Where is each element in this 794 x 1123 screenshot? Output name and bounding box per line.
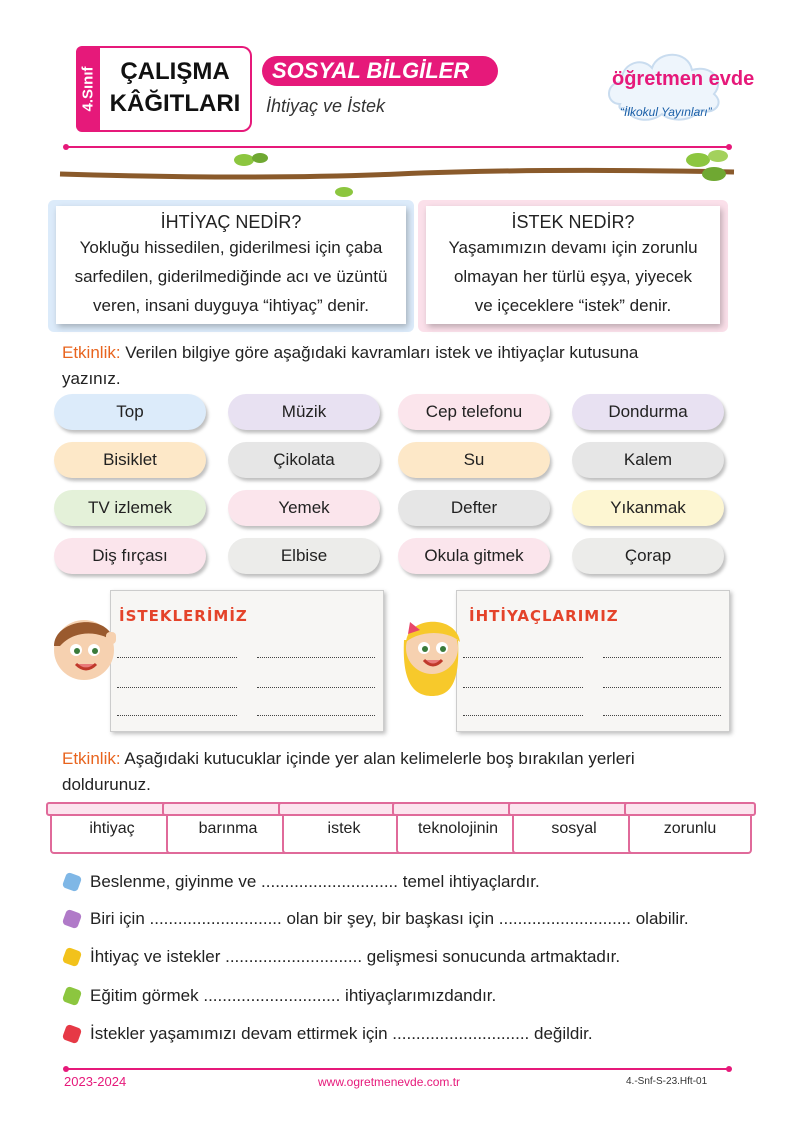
word-label: teknolojinin — [417, 820, 499, 837]
box-lid — [624, 802, 756, 816]
divider-dot — [63, 1066, 69, 1072]
title-line1: ÇALIŞMA — [120, 58, 230, 85]
word-box — [50, 808, 174, 854]
word-box — [166, 808, 290, 854]
want-line: olmayan her türlü eşya, yiyecek — [453, 267, 693, 286]
word-label: barınma — [198, 820, 258, 837]
girl-character-icon — [398, 600, 464, 700]
logo-text: öğretmen evde — [612, 68, 755, 90]
grade-label: 4.Sınıf — [79, 66, 97, 112]
want-line: Yaşamımızın devamı için zorunlu — [448, 238, 698, 257]
footer-code: 4.-Snf-S-23.Hft-01 — [626, 1076, 708, 1087]
box-lid — [162, 802, 294, 816]
activity1-text: Verilen bilgiye göre aşağıdaki kavramları istek ve ihtiyaçlar kutusuna — [120, 343, 639, 362]
footer-year: 2023-2024 — [64, 1074, 127, 1089]
concept-pill[interactable]: Okula gitmek — [398, 538, 550, 574]
concept-pill[interactable]: Diş fırçası — [54, 538, 206, 574]
word-label: istek — [327, 820, 361, 837]
wants-paper — [110, 590, 384, 732]
need-definition-card — [48, 200, 414, 332]
answer-line[interactable] — [603, 715, 721, 716]
branch-illustration — [58, 150, 738, 200]
need-title: İHTİYAÇ NEDİR? — [160, 212, 302, 232]
activity1-instruction — [62, 340, 742, 392]
fill-in-sentence[interactable]: İhtiyaç ve istekler ............................. gelişmesi sonucunda artmaktadır. — [90, 947, 621, 966]
word-label: ihtiyaç — [89, 820, 135, 837]
activity1-text-2: yazınız. — [62, 369, 121, 388]
fill-in-sentence[interactable]: Beslenme, giyinme ve ............................. temel ihtiyaçlardır. — [90, 872, 540, 891]
topic-title: İhtiyaç ve İstek — [266, 96, 386, 116]
concept-pill[interactable]: Müzik — [228, 394, 380, 430]
puzzle-piece-icon — [62, 1024, 83, 1045]
grade-tab — [76, 46, 100, 132]
puzzle-piece-icon — [62, 947, 83, 968]
answer-line[interactable] — [257, 715, 375, 716]
logo-subtitle: “İlkokul Yayınları” — [620, 105, 712, 119]
concept-pill[interactable]: Kalem — [572, 442, 724, 478]
word-label: sosyal — [551, 820, 597, 837]
concept-pill[interactable]: Çikolata — [228, 442, 380, 478]
fill-in-sentence[interactable]: Biri için ............................ olan bir şey, bir başkası için ............................ olabilir. — [90, 909, 689, 928]
needs-title: İHTİYAÇLARIMIZ — [469, 607, 619, 625]
need-line: Yokluğu hissedilen, giderilmesi için çaba — [79, 238, 383, 257]
subject-pill: SOSYAL BİLGİLER — [262, 56, 498, 86]
activity1-label: Etkinlik: — [62, 343, 121, 362]
concept-pill[interactable]: Bisiklet — [54, 442, 206, 478]
need-line: veren, insani duyguya “ihtiyaç” denir. — [93, 296, 369, 315]
answer-line[interactable] — [257, 657, 375, 658]
need-line: sarfedilen, giderilmediğinde acı ve üzüntü — [74, 267, 388, 286]
activity2-instruction — [62, 746, 742, 798]
wants-title: İSTEKLERİMİZ — [119, 607, 248, 625]
want-title: İSTEK NEDİR? — [511, 212, 635, 232]
concept-pill[interactable]: Top — [54, 394, 206, 430]
fill-in-sentence[interactable]: İstekler yaşamımızı devam ettirmek için ............................. değildir. — [90, 1024, 593, 1043]
activity2-text-2: doldurunuz. — [62, 775, 151, 794]
box-lid — [508, 802, 640, 816]
answer-line[interactable] — [117, 687, 237, 688]
concept-pill[interactable]: Su — [398, 442, 550, 478]
want-line: ve içeceklere “istek” denir. — [474, 296, 672, 315]
concept-pill[interactable]: Yemek — [228, 490, 380, 526]
concept-pill[interactable]: Elbise — [228, 538, 380, 574]
puzzle-piece-icon — [62, 872, 83, 893]
header-divider — [66, 146, 730, 148]
answer-line[interactable] — [463, 657, 583, 658]
footer-url[interactable]: www.ogretmenevde.com.tr — [318, 1075, 461, 1089]
word-label: zorunlu — [663, 820, 717, 837]
answer-line[interactable] — [117, 657, 237, 658]
divider-dot — [726, 1066, 732, 1072]
box-lid — [46, 802, 178, 816]
word-box — [628, 808, 752, 854]
activity2-text: Aşağıdaki kutucuklar içinde yer alan kelimelerle boş bırakılan yerleri — [120, 749, 635, 768]
concept-pill[interactable]: Çorap — [572, 538, 724, 574]
boy-character-icon — [46, 602, 118, 692]
puzzle-piece-icon — [62, 909, 83, 930]
answer-line[interactable] — [603, 657, 721, 658]
word-box — [396, 808, 520, 854]
concept-pill[interactable]: Cep telefonu — [398, 394, 550, 430]
puzzle-piece-icon — [62, 986, 83, 1007]
concept-pill[interactable]: TV izlemek — [54, 490, 206, 526]
answer-line[interactable] — [463, 715, 583, 716]
title-line2: KÂĞITLARI — [109, 90, 241, 117]
answer-line[interactable] — [257, 687, 375, 688]
needs-paper — [456, 590, 730, 732]
answer-line[interactable] — [117, 715, 237, 716]
concept-pill[interactable]: Yıkanmak — [572, 490, 724, 526]
box-lid — [392, 802, 524, 816]
word-box — [512, 808, 636, 854]
concept-pill[interactable]: Defter — [398, 490, 550, 526]
fill-in-sentence[interactable]: Eğitim görmek ............................. ihtiyaçlarımızdandır. — [90, 986, 497, 1005]
box-lid — [278, 802, 410, 816]
word-box — [282, 808, 406, 854]
answer-line[interactable] — [603, 687, 721, 688]
footer-divider — [66, 1068, 730, 1070]
activity2-label: Etkinlik: — [62, 749, 121, 768]
answer-line[interactable] — [463, 687, 583, 688]
want-definition-card — [418, 200, 728, 332]
title-box — [100, 46, 252, 132]
concept-pill[interactable]: Dondurma — [572, 394, 724, 430]
